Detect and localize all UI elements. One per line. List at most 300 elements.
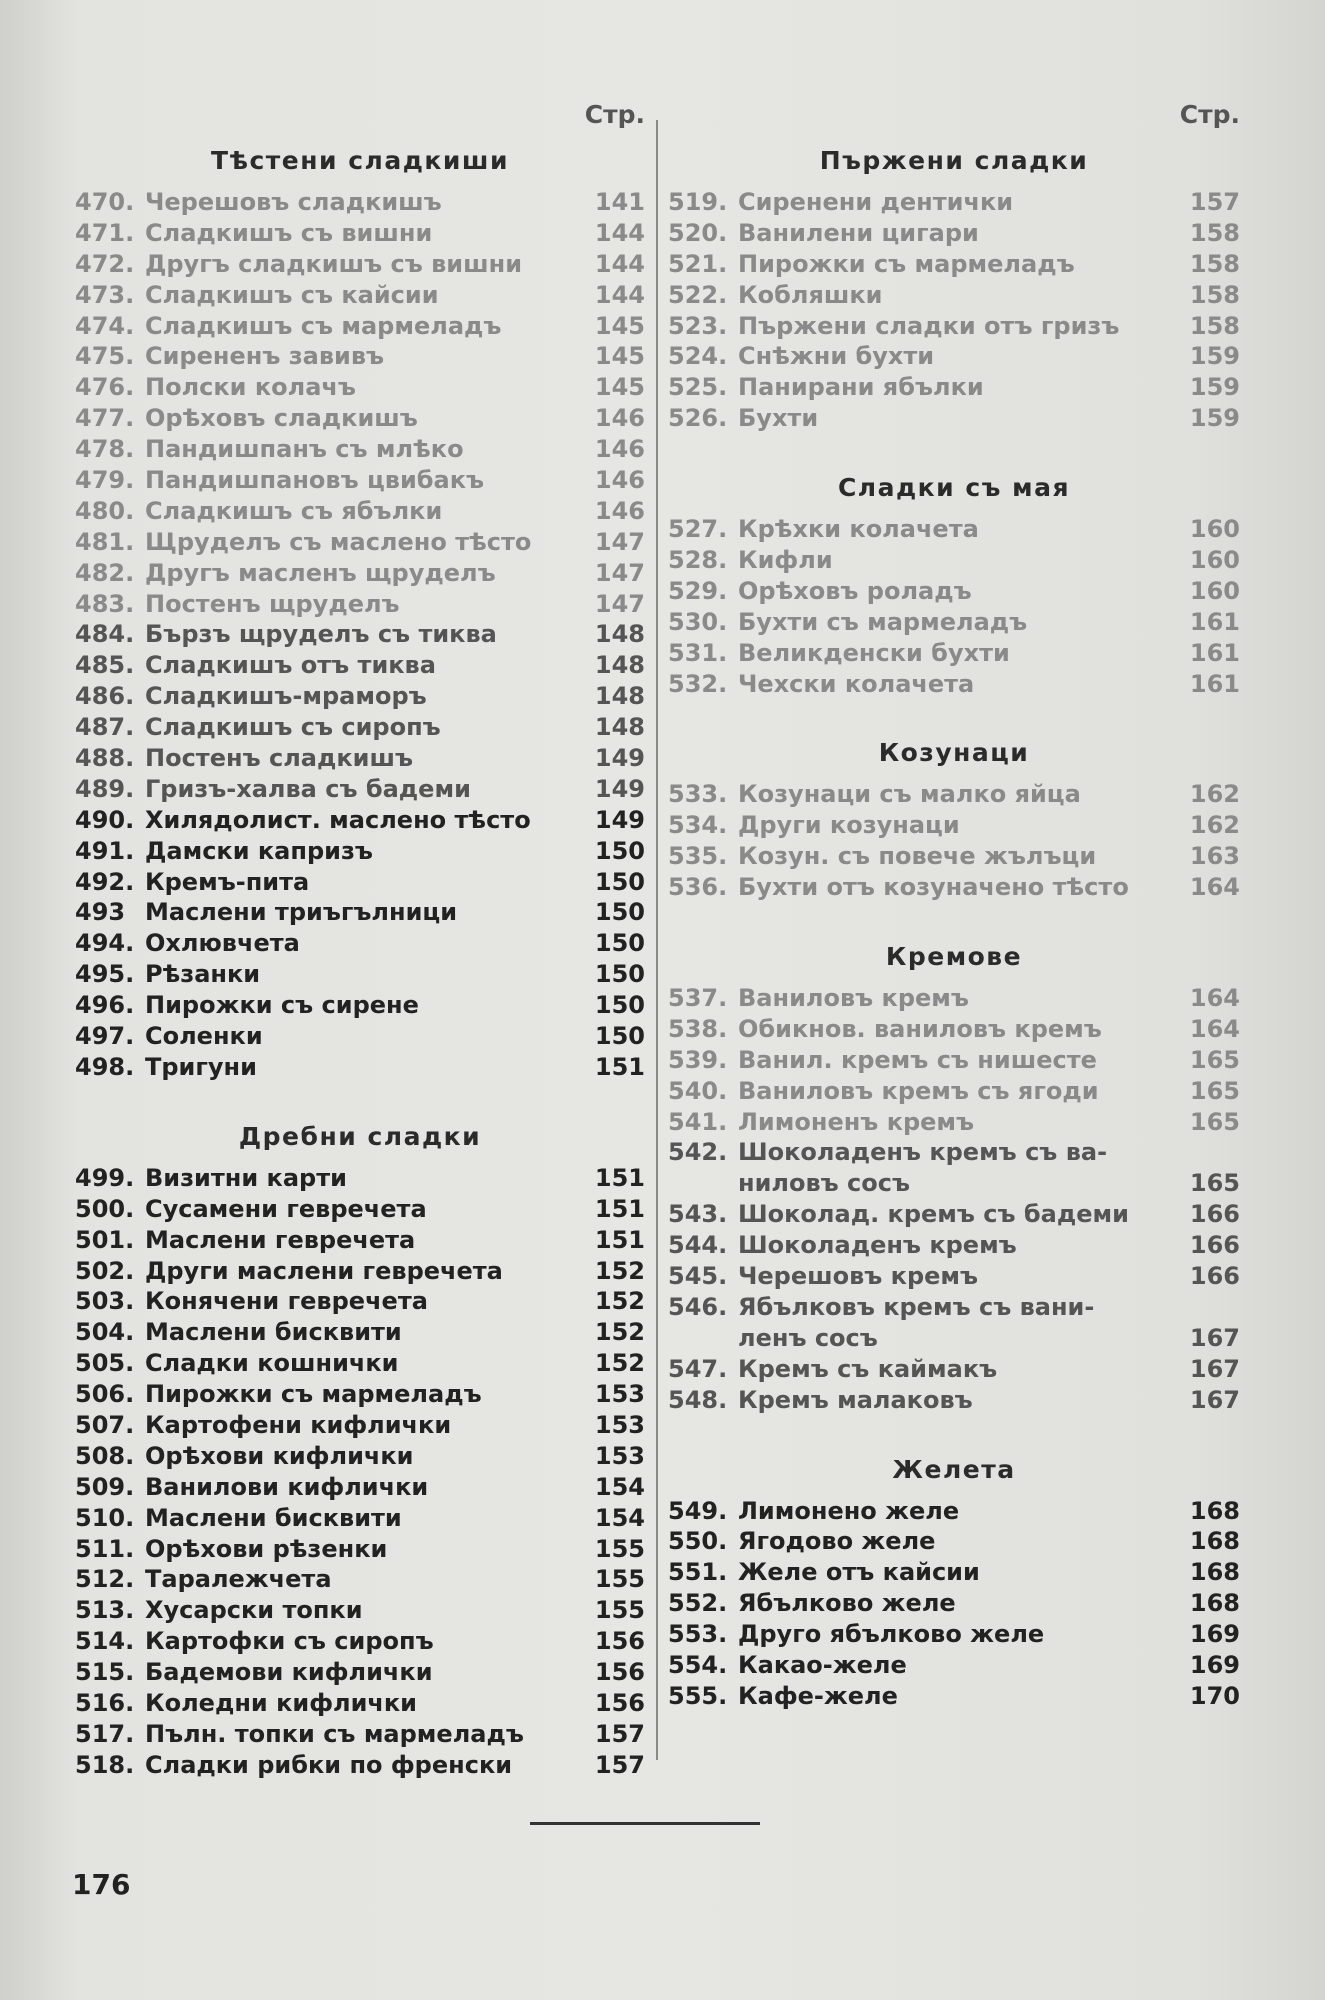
entry-title: Кремъ-пита — [145, 867, 310, 896]
entry-title: Кифли — [738, 546, 833, 575]
entry-number: 548. — [668, 1385, 728, 1414]
entry-page: 160 — [1189, 576, 1240, 605]
toc-entry — [75, 311, 645, 342]
entry-page: 168 — [1189, 1558, 1240, 1587]
entry-page: 150 — [594, 1022, 645, 1051]
entry-number: 481. — [75, 527, 135, 556]
entry-title: Маслени бисквити — [145, 1318, 402, 1347]
entry-number: 550. — [668, 1527, 728, 1556]
entry-number: 547. — [668, 1354, 728, 1383]
entry-number: 538. — [668, 1014, 728, 1043]
entry-number: 503. — [75, 1287, 135, 1316]
entry-number: 485. — [75, 651, 135, 680]
entry-page: 147 — [594, 558, 645, 587]
toc-entry — [75, 218, 645, 249]
entry-title: Другъ масленъ щруделъ — [145, 558, 496, 587]
toc-entry — [75, 1163, 645, 1194]
entry-title: Орѣхови кифлички — [145, 1441, 414, 1470]
entry-page: 164 — [1189, 873, 1240, 902]
entry-page: 147 — [594, 527, 645, 556]
entry-title: Маслени триъгълници — [145, 898, 458, 927]
entry-title: Сусамени гевречета — [145, 1194, 427, 1223]
entry-number: 477. — [75, 404, 135, 433]
toc-entry — [668, 669, 1240, 700]
toc-entry — [75, 1441, 645, 1472]
entry-number: 483. — [75, 589, 135, 618]
entry-number: 500. — [75, 1194, 135, 1223]
entry-title: Сладки кошнички — [145, 1349, 399, 1378]
entry-number: 532. — [668, 669, 728, 698]
entry-number: 524. — [668, 342, 728, 371]
entry-number: 527. — [668, 515, 728, 544]
entry-page: 164 — [1189, 984, 1240, 1013]
section-title: Козунаци — [878, 738, 1030, 768]
entry-title: Пълн. топки съ мармеладъ — [145, 1719, 524, 1748]
entry-number: 545. — [668, 1262, 728, 1291]
entry-title: Маслени бисквити — [145, 1503, 402, 1532]
toc-entry — [668, 311, 1240, 342]
entry-title: Черешовъ кремъ — [738, 1262, 979, 1291]
entry-page: 151 — [594, 1163, 645, 1192]
entry-page: 168 — [1189, 1496, 1240, 1525]
entry-title: Таралежчета — [145, 1565, 332, 1594]
entry-number: 502. — [75, 1256, 135, 1285]
entry-page: 167 — [1189, 1385, 1240, 1414]
entry-title: Великденски бухти — [738, 638, 1010, 667]
entry-number: 519. — [668, 188, 728, 216]
toc-entry — [668, 872, 1240, 903]
entry-number: 530. — [668, 607, 728, 636]
entry-title: Коледни кифлички — [145, 1688, 417, 1717]
entry-title: Бързъ щруделъ съ тиква — [145, 620, 497, 649]
toc-entry — [75, 650, 645, 681]
toc-entry — [668, 280, 1240, 311]
entry-title: Бадемови кифлички — [145, 1658, 433, 1687]
entry-number: 480. — [75, 496, 135, 525]
toc-entry — [75, 280, 645, 311]
entry-title: Орѣхови рѣзенки — [145, 1534, 388, 1563]
toc-entry — [668, 1045, 1240, 1076]
toc-entry — [668, 1292, 1240, 1323]
toc-entry — [668, 841, 1240, 872]
entry-page: 161 — [1189, 607, 1240, 636]
toc-entry — [75, 990, 645, 1021]
section-title: Пържени сладки — [819, 146, 1089, 175]
entry-number: 471. — [75, 218, 135, 247]
toc-entry — [668, 1107, 1240, 1138]
toc-entry — [75, 1657, 645, 1688]
entry-title: Сладкишъ съ мармеладъ — [145, 311, 502, 340]
toc-entry — [75, 1688, 645, 1719]
toc-entry — [75, 496, 645, 527]
entry-number: 509. — [75, 1472, 135, 1501]
toc-entry — [668, 1681, 1240, 1712]
entry-page: 165 — [1189, 1076, 1240, 1105]
entry-page: 166 — [1189, 1262, 1240, 1291]
end-rule — [530, 1822, 760, 1825]
toc-entry — [668, 1076, 1240, 1107]
entry-number: 515. — [75, 1658, 135, 1687]
section-gap — [668, 903, 1240, 931]
entry-title: Сладкишъ-мраморъ — [145, 682, 427, 711]
entry-number: 536. — [668, 873, 728, 902]
entry-title: Бухти — [738, 404, 819, 433]
entry-number: 491. — [75, 836, 135, 865]
entry-title: Щруделъ съ маслено тѣсто — [145, 527, 532, 556]
toc-entry — [668, 218, 1240, 249]
entry-number: 544. — [668, 1231, 728, 1260]
entry-title: Сладкишъ съ вишни — [145, 218, 433, 247]
entry-title: Какао-желе — [738, 1650, 907, 1679]
entry-title: Кремъ съ каймакъ — [738, 1354, 998, 1383]
toc-entry — [668, 187, 1240, 218]
entry-title: Орѣховъ сладкишъ — [145, 404, 418, 433]
entry-page: 169 — [1189, 1620, 1240, 1649]
entry-number: 518. — [75, 1750, 135, 1779]
entry-number: 497. — [75, 1022, 135, 1051]
page-column-label: Стр. — [584, 100, 645, 129]
left-column — [75, 95, 645, 1781]
toc-entry — [75, 1472, 645, 1503]
entry-page: 149 — [594, 744, 645, 773]
entry-page: 141 — [594, 188, 645, 216]
section-gap — [75, 1083, 645, 1111]
entry-page: 167 — [1189, 1354, 1240, 1383]
toc-entry — [75, 465, 645, 496]
entry-page: 158 — [1189, 249, 1240, 278]
toc-entry — [75, 619, 645, 650]
toc-entry — [75, 372, 645, 403]
entry-title: Ванилени цигари — [738, 218, 979, 247]
toc-entry — [75, 434, 645, 465]
toc-entry — [668, 638, 1240, 669]
entry-page: 148 — [594, 682, 645, 711]
entry-number: 549. — [668, 1496, 728, 1525]
entry-page: 156 — [594, 1627, 645, 1656]
entry-number: 490. — [75, 805, 135, 834]
entry-title: Визитни карти — [145, 1163, 347, 1192]
toc-entry — [668, 1557, 1240, 1588]
right-column — [668, 95, 1240, 1712]
entry-page: 169 — [1189, 1650, 1240, 1679]
toc-entry — [668, 1168, 1240, 1199]
toc-entry — [75, 836, 645, 867]
entry-number: 495. — [75, 960, 135, 989]
entry-number: 543. — [668, 1200, 728, 1229]
entry-title: Картофени кифлички — [145, 1410, 452, 1439]
entry-number: 472. — [75, 249, 135, 278]
entry-page: 146 — [594, 404, 645, 433]
entry-number: 484. — [75, 620, 135, 649]
entry-title: Ваниловъ кремъ — [738, 984, 969, 1013]
entry-number: 553. — [668, 1620, 728, 1649]
toc-entry — [668, 1261, 1240, 1292]
toc-entry — [668, 1385, 1240, 1416]
toc-entry — [75, 1225, 645, 1256]
entry-number: 555. — [668, 1681, 728, 1710]
toc-entry — [668, 1496, 1240, 1527]
entry-number: 474. — [75, 311, 135, 340]
entry-page: 170 — [1189, 1681, 1240, 1710]
entry-page: 154 — [594, 1503, 645, 1532]
entry-title: Сиренени дентички — [738, 188, 1014, 216]
entry-number: 475. — [75, 342, 135, 371]
toc-entry — [75, 1719, 645, 1750]
entry-title: Желе отъ кайсии — [738, 1558, 980, 1587]
entry-page: 163 — [1189, 842, 1240, 871]
entry-page: 150 — [594, 960, 645, 989]
toc-entry — [75, 1256, 645, 1287]
entry-number: 482. — [75, 558, 135, 587]
section-title: Сладки съ мая — [837, 473, 1071, 503]
entry-title: Шоколаденъ кремъ — [738, 1231, 1017, 1260]
entry-title: Тригуни — [145, 1052, 257, 1081]
entry-number: 535. — [668, 842, 728, 871]
entry-number: 540. — [668, 1076, 728, 1105]
entry-page: 153 — [594, 1410, 645, 1439]
entry-title: Бухти отъ козуначено тѣсто — [738, 873, 1129, 902]
entry-number: 516. — [75, 1688, 135, 1717]
entry-number: 470. — [75, 188, 135, 216]
entry-title: Снѣжни бухти — [738, 342, 935, 371]
entry-number: 539. — [668, 1045, 728, 1074]
section-title: Кремове — [885, 942, 1023, 972]
entry-number: 551. — [668, 1558, 728, 1587]
toc-entry — [668, 607, 1240, 638]
entry-title: Козунаци съ малко яйца — [738, 780, 1081, 809]
entry-title: Ябълковъ кремъ съ вани- — [738, 1292, 1095, 1321]
entry-title: Пандишпанъ съ млѣко — [145, 435, 464, 464]
entry-number: 542. — [668, 1138, 728, 1167]
entry-title: ленъ сосъ — [738, 1323, 878, 1352]
section-title: Дребни сладки — [238, 1121, 482, 1151]
entry-number: 489. — [75, 774, 135, 803]
section-title: Желета — [892, 1454, 1016, 1484]
entry-page: 156 — [594, 1658, 645, 1687]
toc-entry — [75, 403, 645, 434]
entry-title: Конячени гевречета — [145, 1287, 428, 1316]
entry-page: 166 — [1189, 1231, 1240, 1260]
entry-number: 552. — [668, 1589, 728, 1618]
entry-page: 151 — [594, 1052, 645, 1081]
toc-entry — [75, 1379, 645, 1410]
toc-entry — [668, 1588, 1240, 1619]
entry-title: Козун. съ повече жълъци — [738, 842, 1097, 871]
toc-entry — [668, 1230, 1240, 1261]
entry-page: 144 — [594, 249, 645, 278]
entry-page: 155 — [594, 1596, 645, 1625]
entry-page: 155 — [594, 1534, 645, 1563]
toc-entry — [668, 810, 1240, 841]
entry-number: 504. — [75, 1318, 135, 1347]
toc-entry — [75, 187, 645, 218]
entry-title: Бухти съ мармеладъ — [738, 607, 1028, 636]
entry-page: 158 — [1189, 280, 1240, 309]
entry-page: 150 — [594, 867, 645, 896]
toc-entry — [75, 1564, 645, 1595]
entry-page: 154 — [594, 1472, 645, 1501]
entry-number: 510. — [75, 1503, 135, 1532]
entry-page: 166 — [1189, 1200, 1240, 1229]
toc-entry — [668, 403, 1240, 434]
entry-number: 531. — [668, 638, 728, 667]
entry-number: 488. — [75, 744, 135, 773]
entry-title: Орѣховъ роладъ — [738, 576, 972, 605]
entry-number: 478. — [75, 435, 135, 464]
entry-page: 146 — [594, 466, 645, 495]
entry-page: 157 — [1189, 188, 1240, 216]
entry-page: 162 — [1189, 780, 1240, 809]
right-sections — [668, 135, 1240, 1712]
entry-title: Други козунаци — [738, 811, 960, 840]
entry-number: 554. — [668, 1650, 728, 1679]
toc-entry — [75, 249, 645, 280]
entry-title: Соленки — [145, 1022, 263, 1051]
entry-title: Дамски капризъ — [145, 836, 373, 865]
toc-entry — [668, 1014, 1240, 1045]
entry-page: 148 — [594, 651, 645, 680]
toc-entry — [668, 1619, 1240, 1650]
entry-page: 158 — [1189, 311, 1240, 340]
entry-title: Кобляшки — [738, 280, 883, 309]
entry-page: 156 — [594, 1688, 645, 1717]
entry-page: 150 — [594, 836, 645, 865]
page-number: 176 — [72, 1868, 131, 1901]
entry-page: 150 — [594, 929, 645, 958]
entry-title: Лимоненъ кремъ — [738, 1107, 975, 1136]
entry-number: 513. — [75, 1596, 135, 1625]
entry-title: Шоколаденъ кремъ съ ва- — [738, 1138, 1108, 1167]
entry-page: 150 — [594, 991, 645, 1020]
entry-page: 160 — [1189, 515, 1240, 544]
entry-number: 499. — [75, 1163, 135, 1192]
entry-page: 159 — [1189, 373, 1240, 402]
entry-page: 165 — [1189, 1169, 1240, 1198]
entry-number: 486. — [75, 682, 135, 711]
entry-title: Сладкишъ съ ябълки — [145, 496, 443, 525]
entry-title: Полски колачъ — [145, 373, 356, 402]
entry-number: 546. — [668, 1292, 728, 1321]
entry-title: Постенъ сладкишъ — [145, 744, 413, 773]
entry-title: Друго ябълково желе — [738, 1620, 1045, 1649]
toc-entry — [75, 959, 645, 990]
entry-title: Рѣзанки — [145, 960, 261, 989]
entry-number: 505. — [75, 1349, 135, 1378]
toc-entry — [75, 712, 645, 743]
entry-number: 514. — [75, 1627, 135, 1656]
entry-number: 506. — [75, 1380, 135, 1409]
toc-entry — [75, 1317, 645, 1348]
toc-entry — [668, 1526, 1240, 1557]
entry-title: Ягодово желе — [738, 1527, 936, 1556]
toc-entry — [668, 545, 1240, 576]
entry-page: 161 — [1189, 669, 1240, 698]
section-gap — [668, 1416, 1240, 1444]
entry-title: Сирененъ завивъ — [145, 342, 385, 371]
entry-page: 148 — [594, 620, 645, 649]
entry-page: 157 — [594, 1750, 645, 1779]
entry-title: Чехски колачета — [738, 669, 975, 698]
entry-number: 537. — [668, 984, 728, 1013]
entry-number: 479. — [75, 466, 135, 495]
toc-entry — [668, 1650, 1240, 1681]
entry-number: 507. — [75, 1410, 135, 1439]
entry-page: 146 — [594, 435, 645, 464]
entry-page: 147 — [594, 589, 645, 618]
entry-title: Охлювчета — [145, 929, 300, 958]
entry-title: Ванилови кифлички — [145, 1472, 429, 1501]
toc-entry — [668, 1137, 1240, 1168]
entry-number: 512. — [75, 1565, 135, 1594]
toc-entry — [75, 1595, 645, 1626]
entry-number: 528. — [668, 546, 728, 575]
toc-entry — [75, 743, 645, 774]
toc-entry — [75, 1194, 645, 1225]
entry-title: Сладкишъ съ сиропъ — [145, 713, 441, 742]
toc-entry — [75, 774, 645, 805]
entry-title: Лимонено желе — [738, 1496, 960, 1525]
entry-number: 487. — [75, 713, 135, 742]
toc-entry — [668, 779, 1240, 810]
entry-title: Ябълково желе — [738, 1589, 956, 1618]
entry-title: Крѣхки колачета — [738, 515, 979, 544]
entry-page: 149 — [594, 774, 645, 803]
entry-number: 526. — [668, 404, 728, 433]
entry-page: 157 — [594, 1719, 645, 1748]
entry-number: 517. — [75, 1719, 135, 1748]
toc-entry — [75, 1503, 645, 1534]
entry-page: 158 — [1189, 218, 1240, 247]
entry-page: 168 — [1189, 1527, 1240, 1556]
entry-title: Постенъ щруделъ — [145, 589, 400, 618]
entry-title: Гризъ-халва съ бадеми — [145, 774, 471, 803]
entry-page: 144 — [594, 280, 645, 309]
entry-number: 529. — [668, 576, 728, 605]
entry-page: 160 — [1189, 546, 1240, 575]
entry-page: 151 — [594, 1225, 645, 1254]
toc-entry — [668, 576, 1240, 607]
toc-entry — [75, 1534, 645, 1565]
toc-entry — [75, 558, 645, 589]
toc-entry — [75, 1052, 645, 1083]
entry-title: Кремъ малаковъ — [738, 1385, 973, 1414]
entry-number: 493 — [75, 898, 126, 927]
entry-title: Кафе-желе — [738, 1681, 898, 1710]
entry-page: 150 — [594, 898, 645, 927]
entry-number: 476. — [75, 373, 135, 402]
entry-title: Сладки рибки по френски — [145, 1750, 513, 1779]
toc-entry — [75, 867, 645, 898]
entry-page: 145 — [594, 342, 645, 371]
toc-entry — [668, 372, 1240, 403]
entry-number: 496. — [75, 991, 135, 1020]
entry-title: Картофки съ сиропъ — [145, 1627, 434, 1656]
entry-number: 508. — [75, 1441, 135, 1470]
entry-page: 167 — [1189, 1323, 1240, 1352]
entry-number: 522. — [668, 280, 728, 309]
toc-entry — [75, 341, 645, 372]
entry-page: 152 — [594, 1349, 645, 1378]
entry-title: Хусарски топки — [145, 1596, 363, 1625]
toc-entry — [75, 1021, 645, 1052]
entry-title: Черешовъ сладкишъ — [145, 188, 442, 216]
entry-title: Хилядолист. маслено тѣсто — [145, 805, 531, 834]
entry-page: 146 — [594, 496, 645, 525]
toc-entry — [75, 589, 645, 620]
entry-page: 153 — [594, 1380, 645, 1409]
entry-page: 159 — [1189, 342, 1240, 371]
entry-title: Пандишпановъ цвибакъ — [145, 466, 485, 495]
